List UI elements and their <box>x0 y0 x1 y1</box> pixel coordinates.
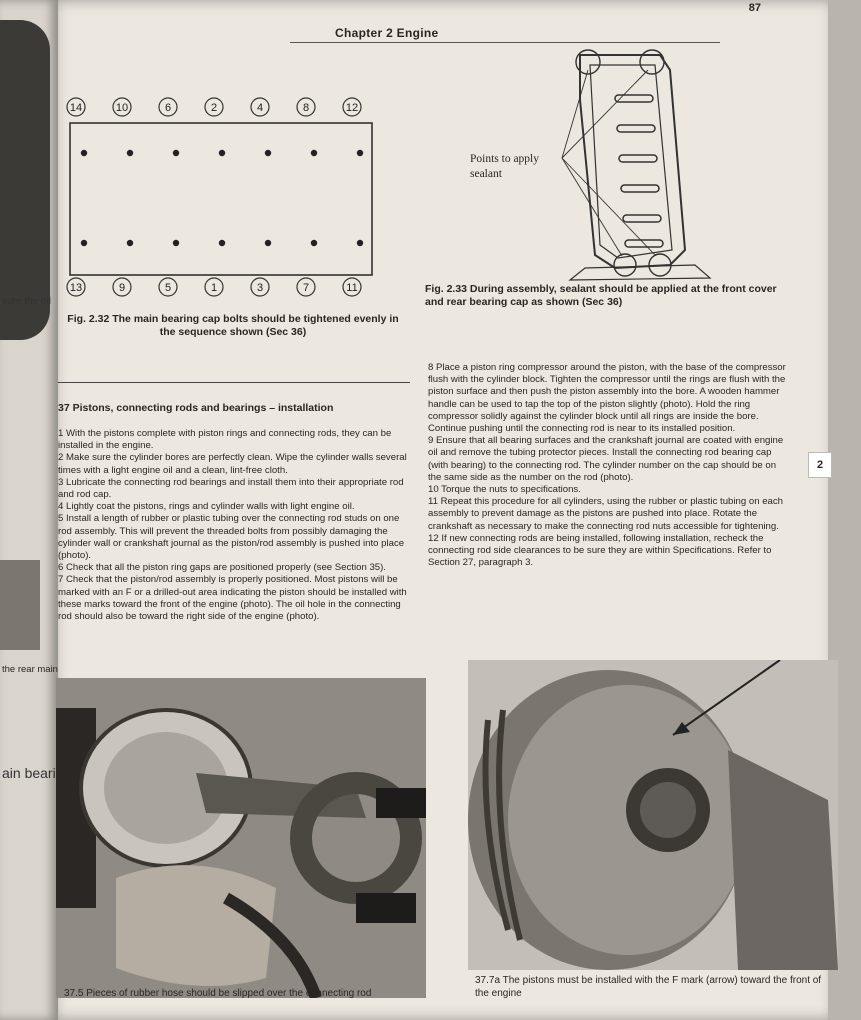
facing-page-fragment: the rear main <box>2 664 58 675</box>
bolt-slots <box>615 95 663 247</box>
bottom-sequence-label: 3 <box>256 282 264 294</box>
paragraph: 9 Ensure that all bearing surfaces and the crankshaft journal are coated with engine oil and remove the tubing protector pieces. Install the connecting rod bearing cap (with bearing) to the connecting rod. The cylinder number on the cap should be on the same side as the number on the rod (photo). <box>428 435 784 483</box>
paragraph: 5 Install a length of rubber or plastic tubing over the connecting rod studs on one rod assembly. This will prevent the threaded bolts from possibly damaging the cylinder wall or crankshaft journal as the piston/rod assembly is pushed into place (photo). <box>58 513 405 562</box>
top-sequence-label: 8 <box>302 102 310 114</box>
paragraph: 2 Make sure the cylinder bores are perfectly clean. Wipe the cylinder walls several times with a light engine oil and a clean, lint-free cloth. <box>58 452 407 476</box>
section-rule <box>58 382 410 383</box>
bolt-dot <box>265 150 271 156</box>
bolt-dot <box>311 150 317 156</box>
fig-2-32-diagram <box>62 95 392 305</box>
fig-2-33-caption: Fig. 2.33 During assembly, sealant should be applied at the front cover and rear bearing cap as shown (Sec 36) <box>425 283 777 308</box>
right-column <box>428 362 788 569</box>
paragraph: 10 Torque the nuts to specifications. <box>428 484 581 496</box>
bottom-sequence-labels <box>67 278 361 296</box>
bottom-sequence-label: 13 <box>69 282 83 294</box>
photo-37-5 <box>56 678 426 998</box>
bolt-dot <box>81 150 87 156</box>
chapter-heading: Chapter 2 Engine <box>335 26 439 40</box>
top-sequence-label: 12 <box>345 102 359 114</box>
bolt-dots <box>81 150 363 246</box>
bolt-dot <box>173 240 179 246</box>
photo-37-5-caption: 37.5 Pieces of rubber hose should be slipped over the connecting rod <box>64 988 372 999</box>
bolt-dot <box>173 150 179 156</box>
chapter-tab: 2 <box>808 452 832 478</box>
paragraph: 7 Check that the piston/rod assembly is properly positioned. Most pistons will be marked with an F or a drilled-out area indicating the piston should be installed with these marks toward the front of the engine (photo). The oil hole in the connecting rod should also be toward the right side of the engine (photo). <box>58 574 407 623</box>
paragraph: 11 Repeat this procedure for all cylinders, using the rubber or plastic tubing on each assembly to prevent damage as the pistons are pushed into place. Rotate the crankshaft as necessary to make the connecting rod nuts accessible for tightening. <box>428 496 783 532</box>
bearing-cap-outline <box>70 123 372 275</box>
top-sequence-label: 10 <box>115 102 129 114</box>
paragraph: 6 Check that all the piston ring gaps are positioned properly (see Section 35). <box>58 562 386 574</box>
paragraph: 4 Lightly coat the pistons, rings and cylinder walls with light engine oil. <box>58 501 355 513</box>
top-sequence-label: 2 <box>210 102 218 114</box>
page-number: 87 <box>748 2 761 14</box>
fig-2-32-caption: Fig. 2.32 The main bearing cap bolts should be tightened evenly in the sequence shown (Sec 36) <box>67 313 399 338</box>
paragraph: 8 Place a piston ring compressor around the piston, with the base of the compressor flush with the cylinder block. Tighten the compressor until the rings are flush with the piston surface and then push the piston assembly into the bore. A wooden hammer handle can be used to tap the top of the piston slightly (photo). Hold the ring compressor solidly against the cylinder block until all rings are inside the bore. Continue pushing until the connecting rod is near to its installed position. <box>428 362 786 435</box>
bottom-sequence-label: 11 <box>346 282 358 294</box>
top-sequence-label: 6 <box>164 102 172 114</box>
paragraph: 1 With the pistons complete with piston rings and connecting rods, they can be installed in the engine. <box>58 428 392 452</box>
sealant-point-circle <box>640 50 664 74</box>
paragraph: 12 If new connecting rods are being installed, following installation, recheck the connecting rod side clearances to be sure they are within Specifications. Refer to Section 27, paragraph 3. <box>428 532 772 569</box>
photo-37-7a-illustration <box>468 660 838 970</box>
top-sequence-label: 14 <box>69 102 83 114</box>
facing-page-fragment: sure the oil <box>2 296 51 307</box>
bottom-sequence-label: 1 <box>210 282 218 294</box>
bolt-dot <box>127 150 133 156</box>
bolt-dot <box>127 240 133 246</box>
bolt-dot <box>219 150 225 156</box>
bolt-dot <box>81 240 87 246</box>
photo-37-7a-caption: 37.7a The pistons must be installed with the F mark (arrow) toward the front of the engine <box>475 975 822 999</box>
paragraph: 3 Lubricate the connecting rod bearings and install them into their appropriate rod and rod cap. <box>58 476 404 501</box>
section-title: 37 Pistons, connecting rods and bearings – installation <box>58 402 334 414</box>
left-column <box>58 428 414 623</box>
bolt-dot <box>265 240 271 246</box>
facing-page-photo <box>0 20 50 340</box>
bolt-dot <box>219 240 225 246</box>
bolt-dot <box>311 240 317 246</box>
bottom-sequence-label: 9 <box>118 282 126 294</box>
sealant-label: Points to apply sealant <box>470 153 540 180</box>
facing-page-fragment: ain beari <box>2 765 56 781</box>
bolt-dot <box>357 240 363 246</box>
photo-37-7a <box>468 660 838 970</box>
bottom-sequence-label: 5 <box>164 282 172 294</box>
photo-37-5-illustration <box>56 678 426 998</box>
facing-page-photo-2 <box>0 560 40 650</box>
top-sequence-labels <box>67 98 361 116</box>
top-sequence-label: 4 <box>256 102 264 114</box>
bolt-dot <box>357 150 363 156</box>
facing-page-edge <box>0 0 58 1020</box>
bottom-sequence-label: 7 <box>302 282 310 294</box>
leader-lines <box>562 70 656 256</box>
